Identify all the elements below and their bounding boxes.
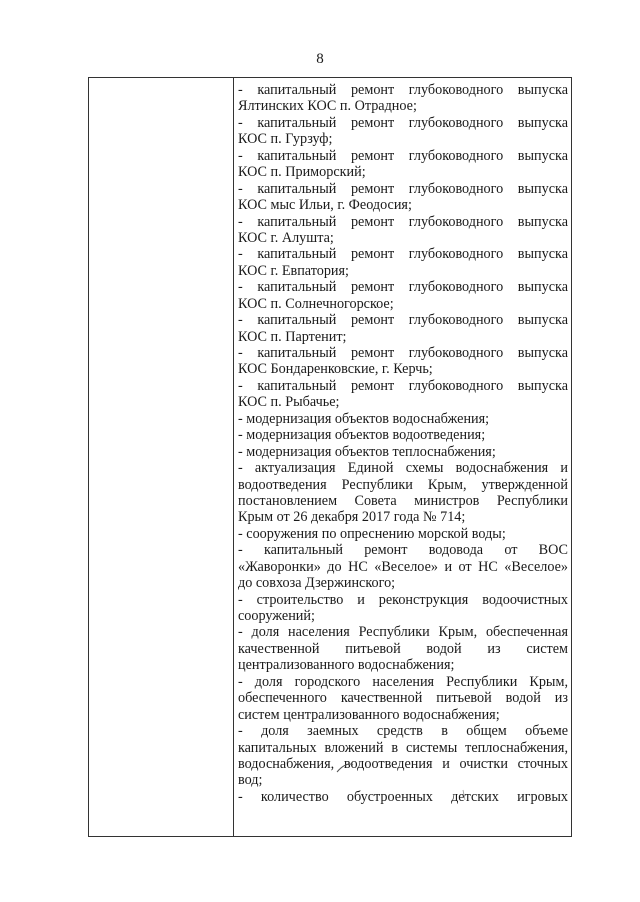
text-line: КОС п. Гурзуф;	[238, 131, 333, 148]
text-line: Ялтинских КОС п. Отрадное;	[238, 98, 417, 115]
text-line: сооружений;	[238, 608, 315, 624]
text-line: - капитальный ремонт глубоководного выпуска	[238, 246, 568, 263]
text-line: КОС г. Евпатория;	[238, 262, 349, 279]
page-number: 8	[316, 51, 324, 67]
text-line: - количество обустроенных детских игровых	[238, 788, 568, 805]
text-line: КОС Бондаренковские, г. Керчь;	[238, 361, 433, 378]
text-line: - сооружения по опреснению морской воды;	[238, 525, 506, 542]
text-line: - модернизация объектов водоснабжения;	[238, 410, 490, 427]
text-line: систем централизованного водоснабжения;	[238, 706, 500, 723]
text-line: - капитальный ремонт глубоководного выпуска	[238, 312, 568, 329]
text-line: - доля населения Республики Крым, обеспеченная	[238, 624, 568, 641]
table-right-cell	[238, 82, 568, 805]
text-line: - капитальный ремонт глубоководного выпуска	[238, 82, 568, 98]
text-line: капитальных вложений в системы теплоснабжения,	[238, 739, 568, 756]
text-line: КОС п. Солнечногорское;	[238, 295, 394, 312]
text-line: - актуализация Единой схемы водоснабжения и	[238, 460, 568, 477]
text-line: КОС п. Рыбачье;	[238, 394, 340, 411]
text-line: КОС г. Алушта;	[238, 229, 334, 246]
text-line: «Жаворонки» до НС «Веселое» и от НС «Веселое»	[238, 558, 568, 575]
text-line: централизованного водоснабжения;	[238, 657, 455, 674]
text-line: до совхоза Дзержинского;	[238, 575, 396, 592]
text-line: - капитальный ремонт водовода от ВОС	[238, 542, 568, 559]
text-line: КОС п. Партенит;	[238, 328, 347, 345]
text-line: - доля заемных средств в общем объеме	[238, 723, 568, 740]
text-line: обеспеченного качественной питьевой водой из	[238, 690, 568, 707]
text-line: - капитальный ремонт глубоководного выпуска	[238, 377, 568, 394]
text-line: - капитальный ремонт глубоководного выпуска	[238, 147, 568, 164]
text-line: - капитальный ремонт глубоководного выпуска	[238, 279, 568, 296]
table-left-cell	[89, 78, 234, 836]
text-line: - модернизация объектов теплоснабжения;	[238, 443, 496, 460]
document-table	[88, 77, 572, 837]
text-line: водоотведения Республики Крым, утвержденной	[238, 476, 568, 493]
text-line: - капитальный ремонт глубоководного выпуска	[238, 213, 568, 230]
text-line: КОС п. Приморский;	[238, 164, 366, 181]
text-line: качественной питьевой водой из систем	[238, 640, 568, 657]
text-line: - капитальный ремонт глубоководного выпуска	[238, 114, 568, 131]
text-line: Крым от 26 декабря 2017 года № 714;	[238, 509, 466, 526]
text-line: - капитальный ремонт глубоководного выпуска	[238, 180, 568, 197]
text-line: водоснабжения, водоотведения и очистки сточных	[238, 755, 568, 772]
text-line: - доля городского населения Республики Крым,	[238, 673, 568, 690]
text-line: - модернизация объектов водоотведения;	[238, 427, 486, 444]
text-line: КОС мыс Ильи, г. Феодосия;	[238, 197, 412, 214]
text-line: постановлением Совета министров Республики	[238, 492, 568, 509]
text-line: - капитальный ремонт глубоководного выпуска	[238, 345, 568, 361]
text-line: - строительство и реконструкция водоочистных	[238, 591, 568, 608]
text-line: вод;	[238, 772, 263, 789]
